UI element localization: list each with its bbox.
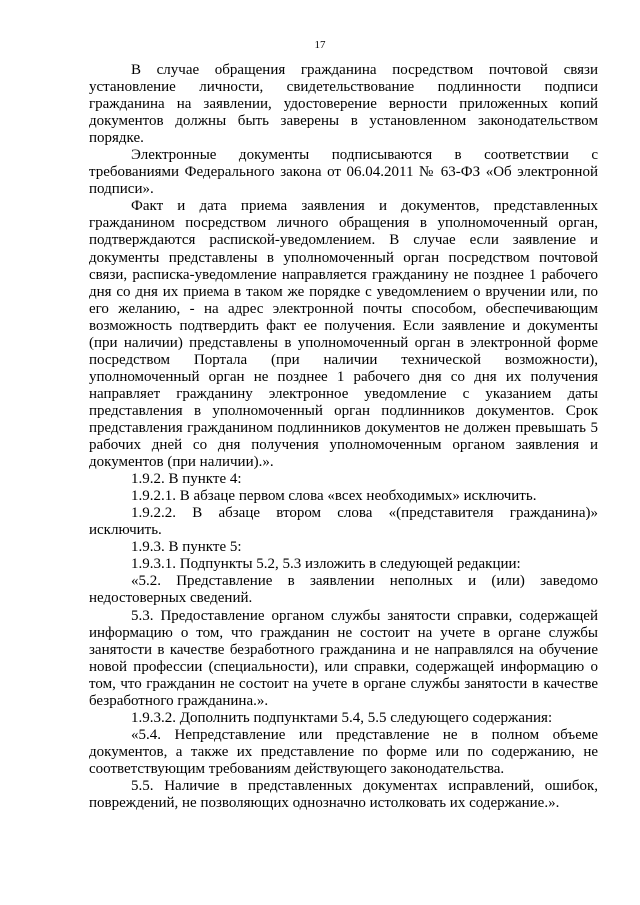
paragraph-5-4: «5.4. Непредставление или представление не в полном объеме документов, а также их представление по форме или по содержанию, не соответствующим требованиям действующего законодательства.	[89, 726, 598, 777]
paragraph-1-9-3: 1.9.3. В пункте 5:	[131, 539, 242, 556]
document-body	[89, 62, 598, 812]
paragraph-1-9-2-2: 1.9.2.2. В абзаце втором слова «(представителя гражданина)» исключить.	[89, 505, 598, 539]
paragraph-postal-appeal: В случае обращения гражданина посредством почтовой связи установление личности, свидетельствование подлинности подписи гражданина на заявлении, удостоверение верности приложенных копий документов должны быть заверены в установленном законодательством порядке.	[89, 62, 598, 147]
page-number: 17	[314, 39, 326, 51]
paragraph-5-5: 5.5. Наличие в представленных документах исправлений, ошибок, повреждений, не позволяющих однозначно истолковать их содержание.».	[89, 777, 598, 812]
paragraph-1-9-2: 1.9.2. В пункте 4:	[131, 471, 242, 488]
paragraph-1-9-2-1: 1.9.2.1. В абзаце первом слова «всех необходимых» исключить.	[131, 488, 537, 505]
paragraph-5-2: «5.2. Представление в заявлении неполных и (или) заведомо недостоверных сведений.	[89, 573, 598, 607]
paragraph-receipt-notification: Факт и дата приема заявления и документов, представленных гражданином посредством личного обращения в уполномоченный орган, подтверждаются распиской-уведомлением. В случае если заявление и документы представлены в уполномоченный орган посредством почтовой связи, расписка-уведомление направляется гражданину не позднее 1 рабочего дня со дня их приема в таком же порядке с уведомлением о вручении или, по его желанию, - на адрес электронной почты способом, обеспечивающим возможность подтвердить факт ее получения. Если заявление и документы (при наличии) представлены в уполномоченный орган в электронной форме посредством Портала (при наличии технической возможности), уполномоченный орган не позднее 1 рабочего дня со дня их получения направляет гражданину электронное уведомление с указанием даты представления в уполномоченный орган подлинников документов. Срок представления гражданином подлинников документов не должен превышать 5 рабочих дней со дня получения уполномоченным органом заявления и документов (при наличии).».	[89, 198, 598, 471]
paragraph-1-9-3-2: 1.9.3.2. Дополнить подпунктами 5.4, 5.5 следующего содержания:	[131, 709, 553, 726]
paragraph-5-3: 5.3. Предоставление органом службы занятости справки, содержащей информацию о том, что гражданин не состоит на учете в органе службы занятости в качестве безработного гражданина и не направлялся на обучение новой профессии (специальности), или справки, содержащей информацию о том, что гражданин не состоит на учете в органе службы занятости в качестве безработного гражданина.».	[89, 607, 598, 709]
paragraph-1-9-3-1: 1.9.3.1. Подпункты 5.2, 5.3 изложить в следующей редакции:	[131, 556, 521, 573]
paragraph-electronic-signature: Электронные документы подписываются в соответствии с требованиями Федерального закона от 06.04.2011 № 63-ФЗ «Об электронной подписи».	[89, 147, 598, 198]
